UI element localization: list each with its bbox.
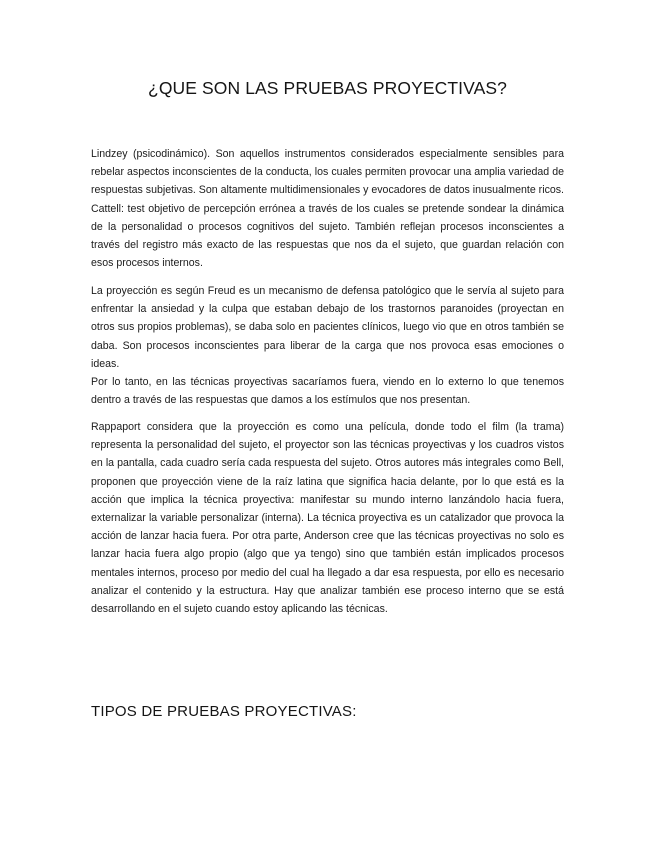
paragraph-rappaport [91,418,564,618]
page-title: ¿QUE SON LAS PRUEBAS PROYECTIVAS? [148,78,507,98]
paragraph-text: Lindzey (psicodinámico). Son aquellos instrumentos considerados especialmente sensibles para rebelar aspectos inconscientes de la conducta, los cuales permiten provocar una amplia variedad de respuestas subjetivas. Son altamente multidimensionales y evocadores de datos inusualmente ricos. Cattell: test objetivo de percepción errónea a través de los cuales se pretende sondear la dinámica de la personalidad o procesos cognitivos del sujeto. También reflejan procesos inconscientes a través del registro más exacto de las respuestas que nos da el sujeto, que guardan relación con esos procesos internos. [91,148,564,270]
section-heading: TIPOS DE PRUEBAS PROYECTIVAS: [91,703,357,720]
paragraph-lindzey [91,145,564,272]
paragraph-text: Rappaport considera que la proyección es como una película, donde todo el film (la trama) representa la personalidad del sujeto, el proyector son las técnicas proyectivas y los cuadros vistos en la pantalla, cada cuadro sería cada respuesta del sujeto. Otros autores más integrales como Bell, proponen que proyección viene de la raíz latina que significa hacia delante, por lo que está es la acción que implica la técnica proyectiva: manifestar su mundo interno lanzándolo hacia fuera, externalizar la variable personalizar (interna). La técnica proyectiva es un catalizador que provoca la acción de lanzar hacia fuera. Por otra parte, Anderson cree que las técnicas proyectivas no solo es lanzar hacia fuera algo propio (algo que ya tengo) sino que también están implicados procesos mentales internos, proceso por medio del cual ha llegado a dar esa respuesta, por ello es necesario analizar el contenido y la estructura. Hay que analizar también ese proceso interno que se está desarrollando en el sujeto cuando estoy aplicando las técnicas. [91,421,564,616]
paragraph-text: Por lo tanto, en las técnicas proyectivas sacaríamos fuera, viendo en lo externo lo que tenemos dentro a través de las respuestas que damos a los estímulos que nos presentan. [91,376,564,407]
paragraph-freud [91,282,564,409]
paragraph-text: La proyección es según Freud es un mecanismo de defensa patológico que le servía al sujeto para enfrentar la ansiedad y la culpa que estaban debajo de los trastornos paranoides (proyectan en otros sus propios problemas), se daba solo en pacientes clínicos, luego vio que en otros también se daba. Son procesos inconscientes para liberar de la carga que nos provoca esas emociones o ideas. [91,285,564,370]
